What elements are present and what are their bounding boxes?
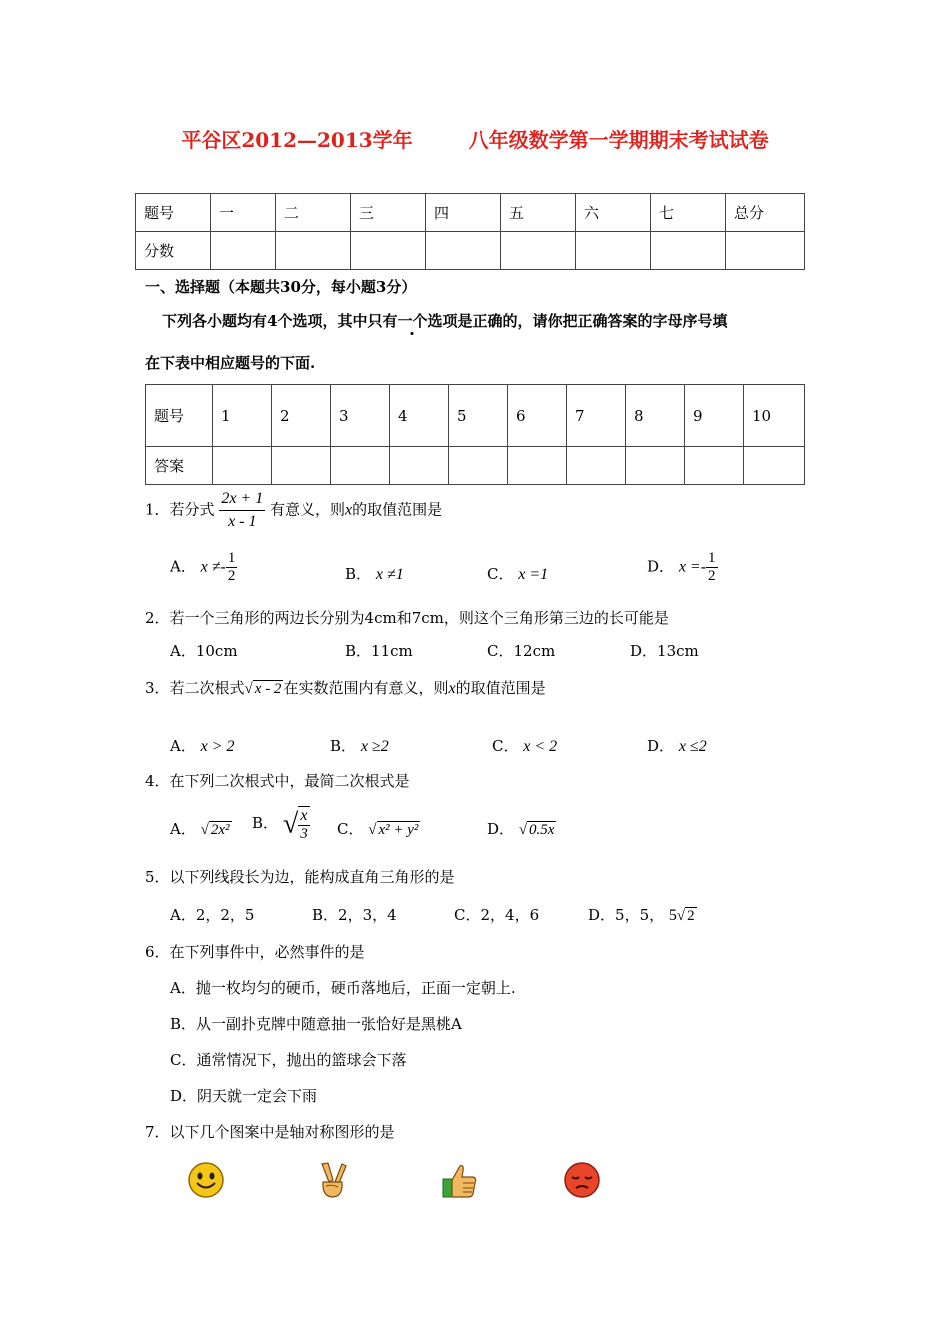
question-5-stem: 5．以下列线段长为边，能构成直角三角形的是: [145, 868, 455, 886]
score-row-label: 分数: [136, 232, 211, 270]
score-table: [135, 193, 805, 270]
q6-option-d[interactable]: D．阴天就一定会下雨: [170, 1087, 318, 1105]
score-header: 题号: [136, 194, 211, 232]
q5-option-d[interactable]: D．5，5， 5√ 2: [588, 906, 695, 924]
question-4-stem: 4．在下列二次根式中，最简二次根式是: [145, 772, 410, 790]
answer-header: 10: [744, 385, 805, 447]
q3-option-c[interactable]: C． x < 2: [492, 737, 558, 755]
answer-header: 7: [567, 385, 626, 447]
answer-cell[interactable]: [213, 447, 272, 485]
score-cell[interactable]: [576, 232, 651, 270]
score-header: 六: [576, 194, 651, 232]
score-header: 总分: [726, 194, 805, 232]
answer-cell[interactable]: [567, 447, 626, 485]
answer-header: 3: [331, 385, 390, 447]
answer-cell[interactable]: [626, 447, 685, 485]
section-heading: 一、选择题（本题共30分，每小题3分）: [145, 278, 417, 296]
answer-header: 4: [390, 385, 449, 447]
q5-option-b[interactable]: B．2，3，4: [312, 906, 397, 924]
instructions-line2: 在下表中相应题号的下面.: [145, 354, 316, 372]
answer-row-label: 答案: [146, 447, 213, 485]
q4-option-b[interactable]: B． √ $\frac{x}{3}$: [252, 807, 308, 842]
smiley-face-icon[interactable]: [186, 1160, 226, 1200]
answer-header: 9: [685, 385, 744, 447]
score-header: 七: [651, 194, 726, 232]
q4-option-c[interactable]: C． √ x² + y²: [337, 820, 419, 838]
score-header: 一: [211, 194, 276, 232]
answer-table: [145, 384, 805, 485]
q1-option-c[interactable]: C． x =1: [487, 565, 549, 583]
q2-option-b[interactable]: B．11cm: [345, 642, 413, 660]
score-cell[interactable]: [426, 232, 501, 270]
score-cell[interactable]: [211, 232, 276, 270]
q1-fraction: $\frac{2x + 1}{x - 1}$: [221, 490, 264, 530]
q4-option-d[interactable]: D． √ 0.5x: [487, 820, 555, 838]
answer-cell[interactable]: [331, 447, 390, 485]
q3-option-d[interactable]: D． x ≤2: [647, 737, 707, 755]
score-header: 五: [501, 194, 576, 232]
answer-cell[interactable]: [744, 447, 805, 485]
question-2-stem: 2．若一个三角形的两边长分别为4cm和7cm，则这个三角形第三边的长可能是: [145, 609, 669, 627]
q6-option-a[interactable]: A．抛一枚均匀的硬币，硬币落地后，正面一定朝上.: [170, 979, 516, 997]
answer-header: 6: [508, 385, 567, 447]
answer-header: 题号: [146, 385, 213, 447]
thumbs-up-icon[interactable]: [440, 1160, 480, 1200]
q1-option-a[interactable]: A． x ≠- $\frac{1}{2}$: [170, 550, 236, 584]
score-cell[interactable]: [651, 232, 726, 270]
answer-cell[interactable]: [390, 447, 449, 485]
question-7-stem: 7．以下几个图案中是轴对称图形的是: [145, 1123, 395, 1141]
score-header: 三: [351, 194, 426, 232]
q2-option-a[interactable]: A．10cm: [170, 642, 238, 660]
answer-cell[interactable]: [272, 447, 331, 485]
question-1-stem: 1．若分式 $\frac{2x + 1}{x - 1}$ 有意义，则x的取值范围是: [145, 488, 442, 533]
answer-cell[interactable]: [508, 447, 567, 485]
q5-option-c[interactable]: C．2，4，6: [454, 906, 540, 924]
answer-cell[interactable]: [449, 447, 508, 485]
q3-option-b[interactable]: B． x ≥2: [330, 737, 389, 755]
score-cell[interactable]: [501, 232, 576, 270]
q5-option-a[interactable]: A．2，2，5: [170, 906, 255, 924]
answer-header: 2: [272, 385, 331, 447]
sad-face-icon[interactable]: [562, 1160, 602, 1200]
score-cell[interactable]: [726, 232, 805, 270]
answer-header: 5: [449, 385, 508, 447]
q3-option-a[interactable]: A． x > 2: [170, 737, 235, 755]
q6-option-c[interactable]: C．通常情况下，抛出的篮球会下落: [170, 1051, 407, 1069]
score-header: 四: [426, 194, 501, 232]
q2-option-c[interactable]: C．12cm: [487, 642, 556, 660]
question-6-stem: 6．在下列事件中，必然事件的是: [145, 943, 365, 961]
answer-cell[interactable]: [685, 447, 744, 485]
instructions-line1: 下列各小题均有4个选项，其中只有一个选项是正确的，请你把正确答案的字母序号填: [162, 312, 728, 330]
q1-option-d[interactable]: D． x =- $\frac{1}{2}$: [647, 550, 716, 584]
page-title: 平谷区2012—2013学年 八年级数学第一学期期末考试试卷: [181, 128, 769, 152]
victory-hand-icon[interactable]: [312, 1160, 352, 1200]
q1-option-b[interactable]: B． x ≠1: [345, 565, 404, 583]
question-3-stem: 3．若二次根式√ x - 2 在实数范围内有意义，则x的取值范围是: [145, 679, 546, 697]
q4-option-a[interactable]: A． √ 2x²: [170, 820, 230, 838]
answer-header: 8: [626, 385, 685, 447]
score-header: 二: [276, 194, 351, 232]
q6-option-b[interactable]: B．从一副扑克牌中随意抽一张恰好是黑桃A: [170, 1015, 462, 1033]
answer-header: 1: [213, 385, 272, 447]
score-cell[interactable]: [276, 232, 351, 270]
q2-option-d[interactable]: D．13cm: [630, 642, 699, 660]
score-cell[interactable]: [351, 232, 426, 270]
